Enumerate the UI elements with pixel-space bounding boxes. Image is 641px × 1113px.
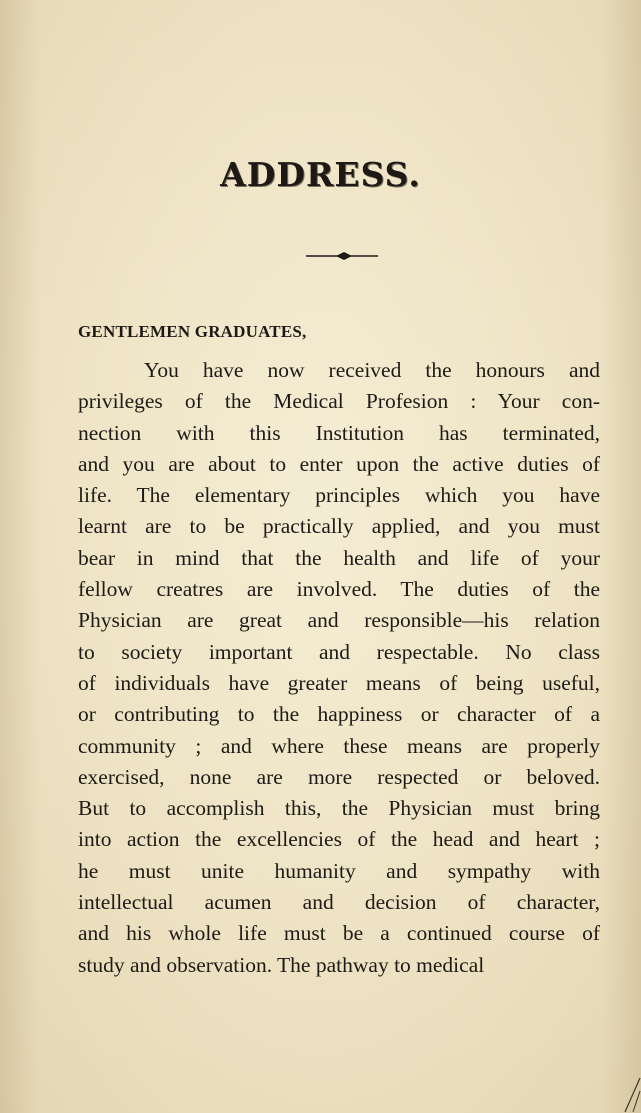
page-corner-mark-icon [611, 1073, 641, 1113]
text-line: exercised, none are more respected or beloved. [78, 764, 600, 789]
text-line: fellow creatres are involved. The duties of the [78, 577, 600, 602]
text-line: study and observation. The pathway to medical [78, 952, 485, 977]
text-line: You have now received the honours and [144, 358, 600, 382]
text-line: But to accomplish this, the Physician must bring [78, 796, 600, 821]
text-line: into action the excellencies of the head and heart ; [78, 827, 600, 852]
text-line: learnt are to be practically applied, and you must [78, 514, 600, 539]
text-line: nection with this Institution has terminated, [78, 420, 600, 445]
text-line: privileges of the Medical Profesion : Your con- [78, 389, 600, 414]
text-line: to society important and respectable. No class [78, 639, 600, 664]
text-line: and you are about to enter upon the active duties of [78, 451, 600, 476]
text-line: and his whole life must be a continued course of [78, 921, 600, 946]
text-line: intellectual acumen and decision of character, [78, 890, 600, 915]
salutation: GENTLEMEN GRADUATES, [78, 322, 307, 341]
text-line: of individuals have greater means of being useful, [78, 670, 600, 695]
text-line: he must unite humanity and sympathy with [78, 858, 600, 883]
text-line: bear in mind that the health and life of your [78, 545, 600, 570]
ornamental-rule-icon [306, 249, 378, 263]
text-line: Physician are great and responsible—his relation [78, 608, 600, 633]
text-line: or contributing to the happiness or character of a [78, 702, 600, 727]
text-line: life. The elementary principles which you have [78, 483, 600, 508]
body-paragraph [78, 355, 600, 981]
page-heading: ADDRESS. [220, 155, 421, 194]
text-line: community ; and where these means are properly [78, 733, 600, 758]
